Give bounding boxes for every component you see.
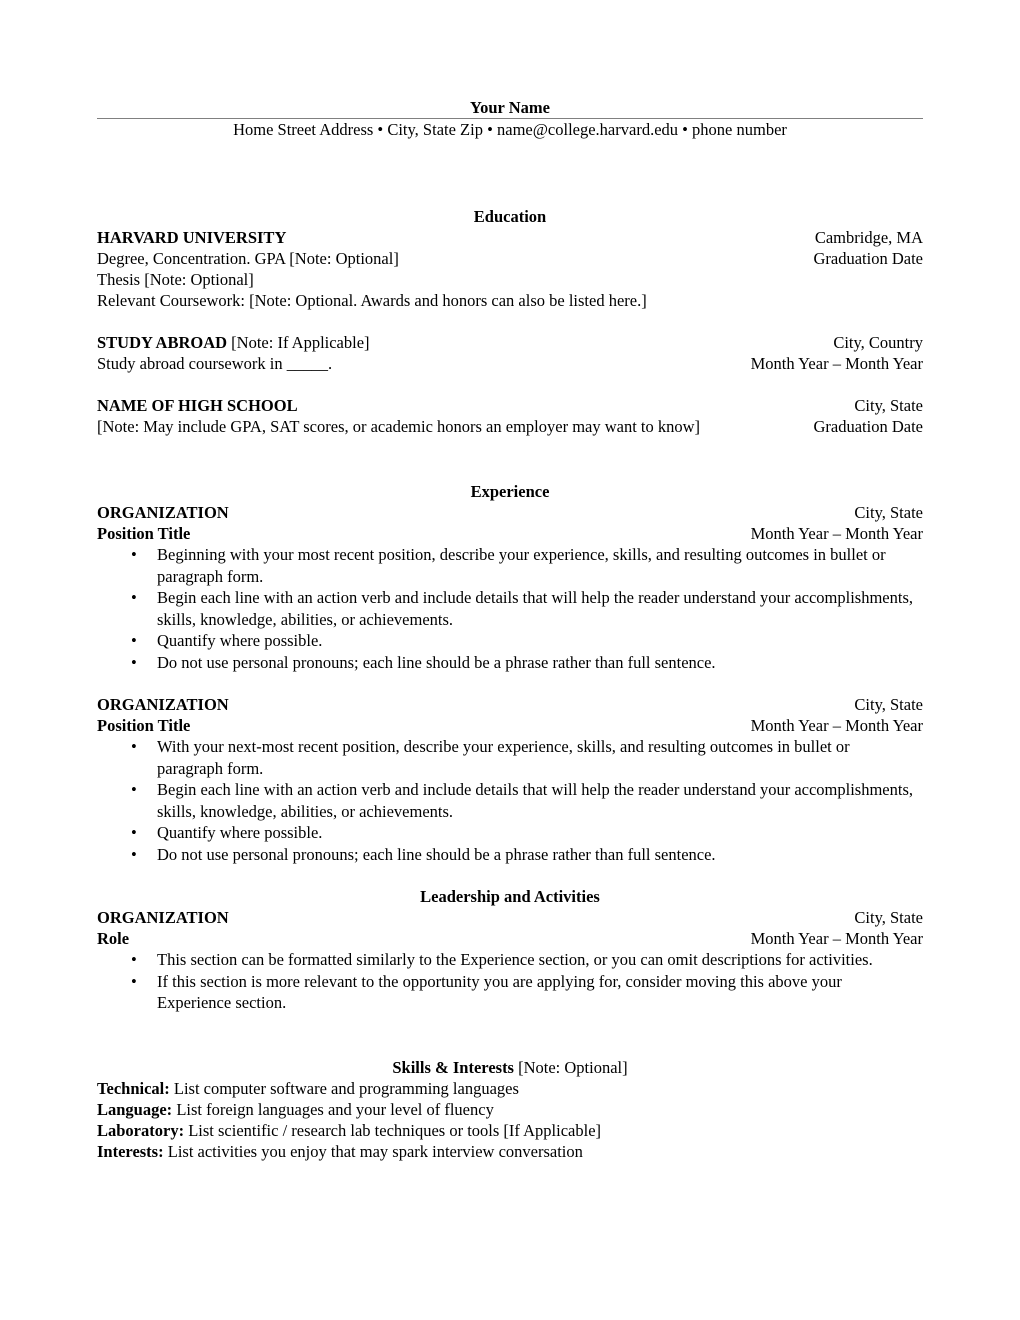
skill-text: List scientific / research lab techniques or tools [If Applicable] xyxy=(184,1120,602,1140)
education-degree: Degree, Concentration. GPA [Note: Optional] xyxy=(97,249,399,268)
high-school-header xyxy=(97,395,923,416)
high-school-location: City, State xyxy=(854,396,923,415)
leadership-org: ORGANIZATION xyxy=(97,908,229,927)
high-school-note: [Note: May include GPA, SAT scores, or academic honors an employer may want to know] xyxy=(97,417,701,436)
education-thesis: Thesis [Note: Optional] xyxy=(97,270,254,289)
study-abroad-detail xyxy=(97,353,923,374)
leadership-role: Role xyxy=(97,929,130,948)
bullet-item: • Do not use personal pronouns; each line should be a phrase rather than full sentence. xyxy=(157,652,923,674)
study-abroad-dates: Month Year – Month Year xyxy=(750,354,923,373)
skill-text: List computer software and programming languages xyxy=(169,1078,519,1098)
experience-entry-title xyxy=(97,715,923,736)
education-entry-header xyxy=(97,227,923,248)
leadership-location: City, State xyxy=(854,908,923,927)
leadership-entry-title xyxy=(97,928,923,949)
leadership-bullets xyxy=(97,949,923,1014)
resume-name: Your Name xyxy=(470,98,550,117)
skills-heading-text: Skills & Interests xyxy=(392,1057,514,1077)
leadership-dates: Month Year – Month Year xyxy=(750,929,923,948)
study-abroad-coursework: Study abroad coursework in _____. xyxy=(97,354,333,373)
bullet-item: • Do not use personal pronouns; each line should be a phrase rather than full sentence. xyxy=(157,844,923,866)
bullet-item: • Quantify where possible. xyxy=(157,630,923,652)
experience-org: ORGANIZATION xyxy=(97,503,229,522)
high-school-detail xyxy=(97,416,923,437)
experience-entry-header xyxy=(97,694,923,715)
study-abroad-org: STUDY ABROAD xyxy=(97,333,228,352)
resume-content xyxy=(97,97,923,1162)
experience-org: ORGANIZATION xyxy=(97,695,229,714)
experience-location: City, State xyxy=(854,503,923,522)
experience-entry-title xyxy=(97,523,923,544)
bullet-item: • Begin each line with an action verb and include details that will help the reader understand your accomplishments, skills, knowledge, abilities, or achievements. xyxy=(157,587,923,630)
bullet-item: • Beginning with your most recent position, describe your experience, skills, and resulting outcomes in bullet or paragraph form. xyxy=(157,544,923,587)
leadership-heading: Leadership and Activities xyxy=(420,887,600,906)
experience-dates: Month Year – Month Year xyxy=(750,716,923,735)
bullet-item: • Begin each line with an action verb and include details that will help the reader understand your accomplishments, skills, knowledge, abilities, or achievements. xyxy=(157,779,923,822)
bullet-item: • If this section is more relevant to the opportunity you are applying for, consider moving this above your Experience section. xyxy=(157,971,923,1014)
high-school-date: Graduation Date xyxy=(813,417,923,436)
skill-text: List activities you enjoy that may spark interview conversation xyxy=(163,1141,583,1161)
experience-location: City, State xyxy=(854,695,923,714)
experience-heading: Experience xyxy=(470,482,550,501)
experience-position: Position Title xyxy=(97,524,191,543)
education-date: Graduation Date xyxy=(813,249,923,268)
education-org: HARVARD UNIVERSITY xyxy=(97,228,287,247)
study-abroad-note: [Note: If Applicable] xyxy=(227,333,370,352)
study-abroad-header xyxy=(97,332,923,353)
education-location: Cambridge, MA xyxy=(814,228,923,247)
experience-bullets xyxy=(97,544,923,673)
skill-interests xyxy=(97,1141,923,1162)
skill-text: List foreign languages and your level of fluency xyxy=(172,1099,494,1119)
skills-heading-note: [Note: Optional] xyxy=(513,1057,628,1077)
study-abroad-location: City, Country xyxy=(833,333,923,352)
skill-label: Technical: xyxy=(97,1078,170,1098)
high-school-name: NAME OF HIGH SCHOOL xyxy=(97,396,298,415)
contact-line: Home Street Address • City, State Zip • name@college.harvard.edu • phone number xyxy=(233,120,787,139)
bullet-item: • Quantify where possible. xyxy=(157,822,923,844)
skill-label: Language: xyxy=(97,1099,173,1119)
education-entry-detail xyxy=(97,248,923,269)
skill-laboratory xyxy=(97,1120,923,1141)
experience-entry-header xyxy=(97,502,923,523)
education-heading: Education xyxy=(473,207,547,226)
skill-label: Laboratory: xyxy=(97,1120,185,1140)
skill-label: Interests: xyxy=(97,1141,164,1161)
experience-position: Position Title xyxy=(97,716,191,735)
bullet-item: • With your next-most recent position, describe your experience, skills, and resulting outcomes in bullet or paragraph form. xyxy=(157,736,923,779)
bullet-item: • This section can be formatted similarly to the Experience section, or you can omit descriptions for activities. xyxy=(157,949,923,971)
experience-bullets xyxy=(97,736,923,865)
leadership-entry-header xyxy=(97,907,923,928)
skills-heading xyxy=(97,1057,923,1078)
experience-dates: Month Year – Month Year xyxy=(750,524,923,543)
education-coursework: Relevant Coursework: [Note: Optional. Awards and honors can also be listed here.] xyxy=(97,291,647,310)
skill-technical xyxy=(97,1078,923,1099)
skill-language xyxy=(97,1099,923,1120)
